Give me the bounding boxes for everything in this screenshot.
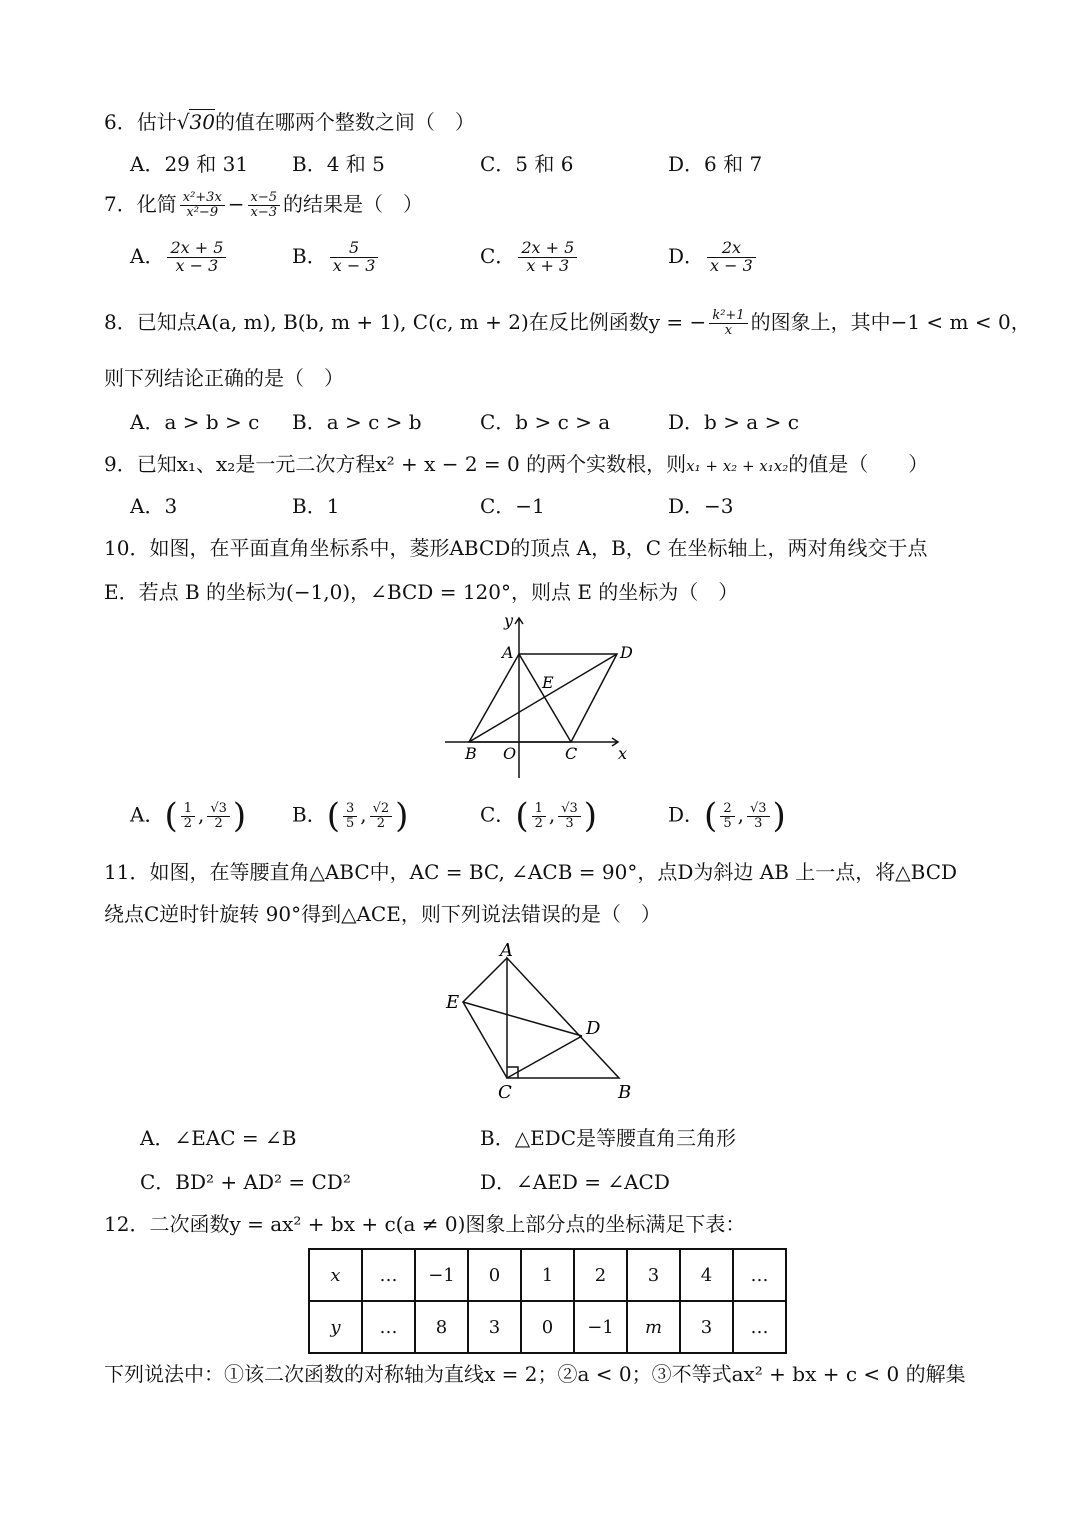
label-a: A bbox=[502, 643, 514, 662]
q12-statements: 下列说法中：①该二次函数的对称轴为直线x = 2；②a < 0；③不等式ax² + bx + c < 0 的解集 bbox=[104, 1362, 966, 1386]
table-cell: … bbox=[733, 1301, 786, 1353]
table-cell: 0 bbox=[521, 1301, 574, 1353]
table-cell: 8 bbox=[415, 1301, 468, 1353]
q7-option-b: B． $\frac{5}{x - 3}$ bbox=[292, 240, 381, 275]
q7-fraction-1: $\frac{\text{x²+3x}}{\text{x²−9}}$ bbox=[180, 191, 225, 219]
diagonal-ac bbox=[519, 654, 571, 742]
table-cell: … bbox=[733, 1249, 786, 1301]
label-a: A bbox=[500, 940, 513, 961]
q6-option-a: A．29 和 31 bbox=[130, 152, 249, 176]
label-y: y bbox=[504, 612, 514, 630]
q7-option-d: D． $\frac{2x}{x - 3}$ bbox=[668, 240, 759, 275]
q6-stem: 6．估计√30的值在哪两个整数之间（ ） bbox=[104, 110, 475, 134]
sqrt-sign: √ bbox=[176, 110, 190, 134]
segment-aec bbox=[463, 958, 507, 1078]
q8-option-d: D．b > a > c bbox=[668, 410, 799, 434]
q9-option-d: D．−3 bbox=[668, 494, 734, 518]
label-d: D bbox=[586, 1018, 601, 1039]
q9-option-c: C．−1 bbox=[480, 494, 545, 518]
table-cell: y bbox=[309, 1301, 362, 1353]
label-e: E bbox=[446, 992, 460, 1013]
q8-option-b: B．a > c > b bbox=[292, 410, 422, 434]
label-o: O bbox=[503, 744, 517, 763]
table-cell: 2 bbox=[574, 1249, 627, 1301]
triangle-figure bbox=[440, 936, 640, 1106]
label-c: C bbox=[498, 1082, 512, 1103]
q11-stem-line1: 11．如图，在等腰直角△ABC中，AC = BC, ∠ACB = 90°，点D为斜边 AB 上一点，将△BCD bbox=[104, 860, 958, 884]
triangle-abc bbox=[507, 958, 619, 1078]
q10-option-a: A．( $\frac{1}{2}$ , $\frac{√3}{2}$ ) bbox=[130, 796, 247, 836]
q9-option-b: B．1 bbox=[292, 494, 340, 518]
table-cell: −1 bbox=[415, 1249, 468, 1301]
q6-option-b: B．4 和 5 bbox=[292, 152, 385, 176]
table-cell: −1 bbox=[574, 1301, 627, 1353]
q10-option-d: D．( $\frac{2}{5}$ , $\frac{√3}{3}$ ) bbox=[668, 796, 786, 836]
q8-k-fraction: $\frac{\text{k²+1}}{x}$ bbox=[709, 309, 747, 337]
q8-option-a: A．a > b > c bbox=[130, 410, 260, 434]
label-x: x bbox=[618, 744, 628, 763]
q6-option-c: C．5 和 6 bbox=[480, 152, 574, 176]
table-cell: 4 bbox=[680, 1249, 733, 1301]
radicand: 30 bbox=[189, 110, 215, 134]
q7-fraction-2: $\frac{x-5}{x-3}$ bbox=[248, 191, 281, 219]
q8-stem: 8．已知点A(a, m), B(b, m + 1), C(c, m + 2)在反比例函数y = − $\frac{\text{k²+1}}{x}$ 的图象上，其中−1 < m < 0， bbox=[104, 308, 1031, 338]
table-cell: … bbox=[362, 1249, 415, 1301]
q7-option-c: C． $\frac{2x + 5}{x + 3}$ bbox=[480, 240, 580, 275]
q6-option-d: D．6 和 7 bbox=[668, 152, 763, 176]
rhombus-figure bbox=[440, 612, 640, 782]
q8-option-c: C．b > c > a bbox=[480, 410, 611, 434]
q9-stem: 9．已知x₁、x₂是一元二次方程x² + x − 2 = 0 的两个实数根，则x₁ + x₂ + x₁x₂的值是（ ） bbox=[104, 452, 929, 476]
table-cell: 1 bbox=[521, 1249, 574, 1301]
q9-expression: x₁ + x₂ + x₁x₂ bbox=[686, 457, 789, 475]
q7-stem: 7．化简 $\frac{\text{x²+3x}}{\text{x²−9}}$ − $\frac{x-5}{x-3}$ 的结果是（ ） bbox=[104, 190, 424, 220]
q8-stem-line2: 则下列结论正确的是（ ） bbox=[104, 366, 344, 390]
q10-option-c: C．( $\frac{1}{2}$ , $\frac{√3}{3}$ ) bbox=[480, 796, 598, 836]
table-row-y bbox=[309, 1301, 786, 1353]
table-cell: 3 bbox=[627, 1249, 680, 1301]
table-cell: x bbox=[309, 1249, 362, 1301]
q12-stem: 12．二次函数y = ax² + bx + c(a ≠ 0)图象上部分点的坐标满足下表： bbox=[104, 1212, 746, 1236]
label-c: C bbox=[565, 744, 578, 763]
label-d: D bbox=[620, 643, 633, 662]
q9-option-a: A．3 bbox=[130, 494, 178, 518]
q11-option-b: B．△EDC是等腰直角三角形 bbox=[480, 1126, 737, 1150]
table-cell: … bbox=[362, 1301, 415, 1353]
table-cell: 3 bbox=[680, 1301, 733, 1353]
label-e: E bbox=[542, 673, 554, 692]
q10-option-b: B．( $\frac{3}{5}$ , $\frac{√2}{2}$ ) bbox=[292, 796, 409, 836]
q11-option-a: A．∠EAC = ∠B bbox=[140, 1126, 297, 1150]
q11-option-d: D．∠AED = ∠ACD bbox=[480, 1170, 670, 1194]
q11-option-c: C．BD² + AD² = CD² bbox=[140, 1170, 351, 1194]
q10-stem-line2: E．若点 B 的坐标为(−1,0)，∠BCD = 120°，则点 E 的坐标为（ ） bbox=[104, 580, 739, 604]
q11-stem-line2: 绕点C逆时针旋转 90°得到△ACE，则下列说法错误的是（ ） bbox=[104, 902, 661, 926]
value-table bbox=[308, 1248, 787, 1354]
q10-stem-line1: 10．如图，在平面直角坐标系中，菱形ABCD的顶点 A，B，C 在坐标轴上，两对角线交于点 bbox=[104, 536, 928, 560]
table-row-x bbox=[309, 1249, 786, 1301]
table-cell: 3 bbox=[468, 1301, 521, 1353]
label-b: B bbox=[618, 1082, 632, 1103]
table-cell: 0 bbox=[468, 1249, 521, 1301]
label-b: B bbox=[465, 744, 477, 763]
q7-option-a: A． $\frac{2x + 5}{x - 3}$ bbox=[130, 240, 229, 275]
table-cell: m bbox=[627, 1301, 680, 1353]
